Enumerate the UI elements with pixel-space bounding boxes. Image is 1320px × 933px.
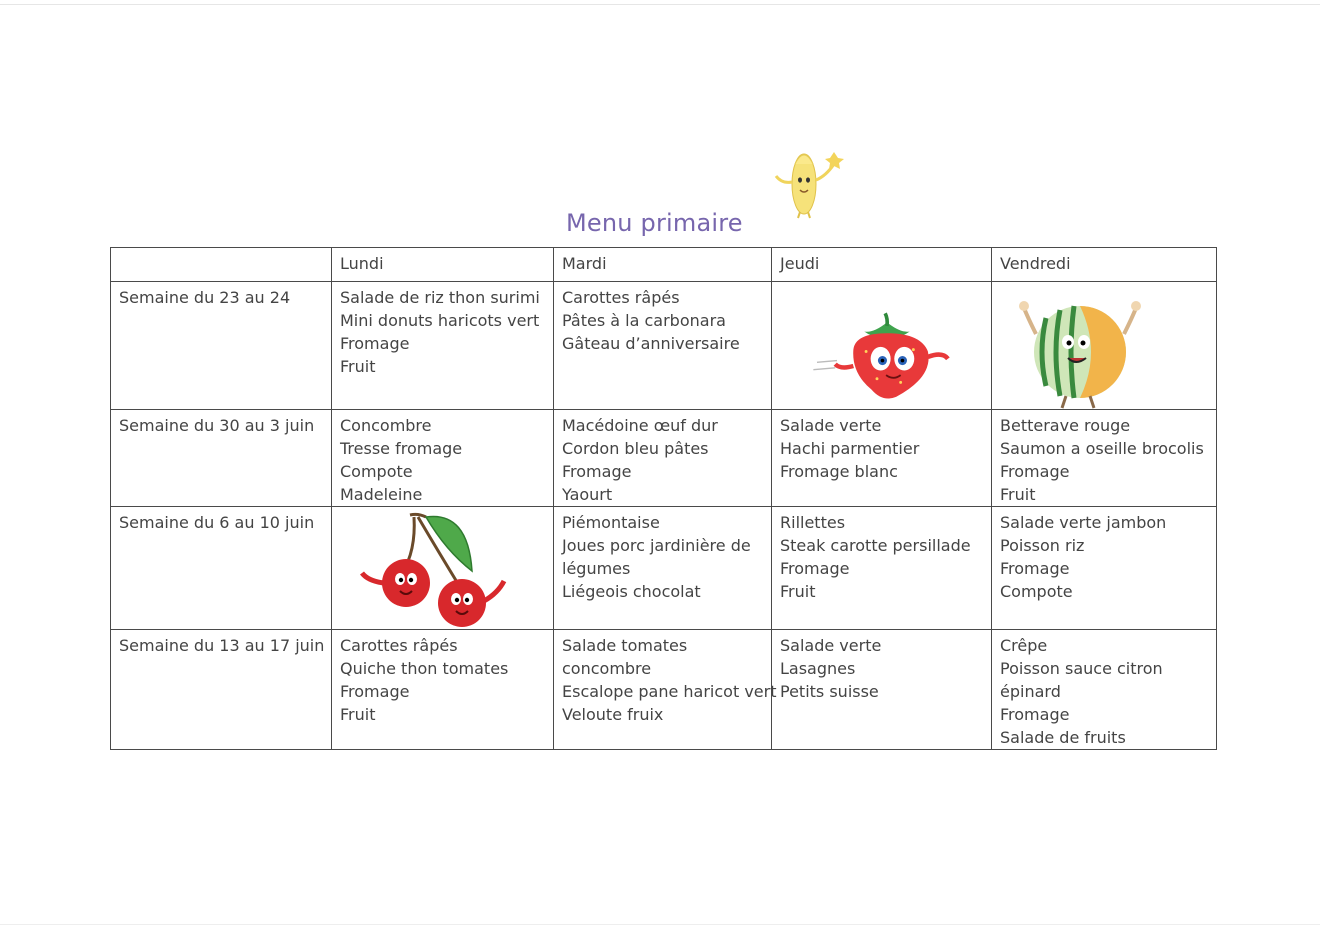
week-label (111, 282, 332, 410)
menu-item: Steak carotte persillade (780, 536, 971, 555)
menu-item: Macédoine œuf dur (562, 416, 718, 435)
menu-item: Carottes râpés (562, 288, 680, 307)
menu-cell (554, 410, 772, 507)
menu-item: Fruit (1000, 485, 1036, 504)
menu-cell (992, 507, 1217, 630)
menu-item: Salade de fruits (1000, 728, 1126, 747)
menu-item: Fromage (1000, 559, 1070, 578)
page-edge (0, 924, 1320, 925)
header-jeudi: Jeudi (772, 248, 992, 282)
menu-item: Carottes râpés (340, 636, 458, 655)
menu-item: Semaine du 30 au 3 juin (119, 416, 315, 435)
menu-item: Fromage (1000, 705, 1070, 724)
menu-item: Lasagnes (780, 659, 856, 678)
menu-item: Madeleine (340, 485, 423, 504)
menu-item: Veloute fruix (562, 705, 664, 724)
menu-item: Piémontaise (562, 513, 660, 532)
menu-item: Poisson riz (1000, 536, 1085, 555)
menu-item: Fromage (340, 334, 410, 353)
menu-cell (772, 410, 992, 507)
menu-item: Salade verte jambon (1000, 513, 1167, 532)
menu-cell (992, 410, 1217, 507)
menu-item: Fromage (340, 682, 410, 701)
menu-item: Concombre (340, 416, 432, 435)
menu-item: Yaourt (562, 485, 613, 504)
menu-item: Fromage (562, 462, 632, 481)
menu-item: Salade tomates (562, 636, 688, 655)
page-title: Menu primaire (566, 209, 743, 237)
menu-cell (554, 282, 772, 410)
menu-item: Crêpe (1000, 636, 1048, 655)
menu-item: Liégeois chocolat (562, 582, 701, 601)
menu-item: Pâtes à la carbonara (562, 311, 726, 330)
table-row (111, 410, 1217, 507)
menu-cell (332, 630, 554, 750)
menu-item: Fruit (340, 705, 376, 724)
page-edge (0, 4, 1320, 5)
menu-item: Salade verte (780, 416, 882, 435)
header-mardi: Mardi (554, 248, 772, 282)
menu-item: Joues porc jardinière de (562, 536, 751, 555)
menu-item: Tresse fromage (340, 439, 463, 458)
menu-item: Salade de riz thon surimi (340, 288, 540, 307)
menu-item: Poisson sauce citron (1000, 659, 1163, 678)
menu-item: Rillettes (780, 513, 846, 532)
picture-cell (772, 282, 992, 410)
menu-item: Compote (1000, 582, 1073, 601)
table-row (111, 282, 1217, 410)
menu-item: Gâteau d’anniversaire (562, 334, 740, 353)
corn-icon (764, 140, 846, 222)
menu-item: légumes (562, 559, 631, 578)
cherries-icon (348, 511, 518, 631)
menu-table (110, 247, 1217, 750)
menu-item: Hachi parmentier (780, 439, 920, 458)
table-row (111, 507, 1217, 630)
menu-item: Saumon a oseille brocolis (1000, 439, 1204, 458)
header-lundi: Lundi (332, 248, 554, 282)
menu-item: Fromage (1000, 462, 1070, 481)
menu-item: Fromage blanc (780, 462, 898, 481)
menu-item: Betterave rouge (1000, 416, 1131, 435)
menu-item: Fruit (780, 582, 816, 601)
picture-cell (332, 507, 554, 630)
header-corner (111, 248, 332, 282)
week-label (111, 410, 332, 507)
menu-item: Escalope pane haricot vert (562, 682, 777, 701)
menu-cell (554, 507, 772, 630)
menu-item: épinard (1000, 682, 1061, 701)
table-row (111, 630, 1217, 750)
melon-icon (1010, 288, 1150, 412)
menu-item: concombre (562, 659, 652, 678)
picture-cell (992, 282, 1217, 410)
menu-cell (332, 410, 554, 507)
header-vendredi: Vendredi (992, 248, 1217, 282)
menu-item: Semaine du 6 au 10 juin (119, 513, 315, 532)
menu-item: Fromage (780, 559, 850, 578)
menu-item: Fruit (340, 357, 376, 376)
menu-item: Semaine du 13 au 17 juin (119, 636, 325, 655)
menu-item: Quiche thon tomates (340, 659, 509, 678)
menu-cell (992, 630, 1217, 750)
strawberry-icon (792, 306, 982, 406)
menu-item: Mini donuts haricots vert (340, 311, 540, 330)
menu-cell (332, 282, 554, 410)
menu-cell (772, 507, 992, 630)
menu-item: Semaine du 23 au 24 (119, 288, 291, 307)
menu-cell (772, 630, 992, 750)
menu-item: Petits suisse (780, 682, 879, 701)
menu-cell (554, 630, 777, 750)
menu-item: Salade verte (780, 636, 882, 655)
menu-item: Cordon bleu pâtes (562, 439, 709, 458)
menu-item: Compote (340, 462, 413, 481)
week-label (111, 507, 332, 630)
table-header-row (111, 248, 1217, 282)
week-label (111, 630, 332, 750)
